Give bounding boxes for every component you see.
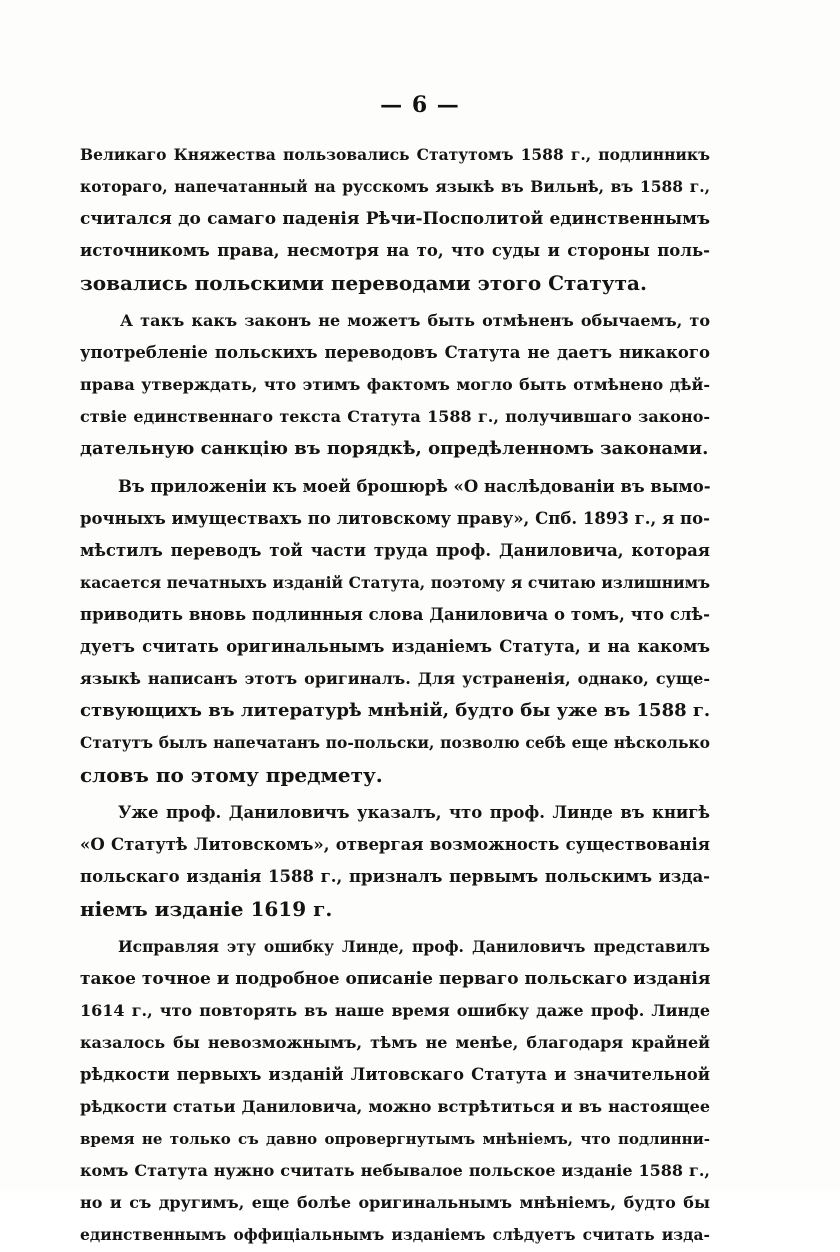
text-line: комъ Статута нужно считать небывалое польское изданіе 1588 г., xyxy=(80,1161,710,1180)
text-line: права утверждать, что этимъ фактомъ могло быть отмѣнено дѣй- xyxy=(80,375,710,394)
text-line: употребленіе польскихъ переводовъ Статута не даетъ никакого xyxy=(80,343,710,362)
text-line: ствующихъ въ литературѣ мнѣній, будто бы уже въ 1588 г. xyxy=(80,700,711,721)
text-line: Въ приложеніи къ моей брошюрѣ «О наслѣдованіи въ вымо- xyxy=(118,477,711,496)
text-line: рѣдкости первыхъ изданій Литовскаго Статута и значительной xyxy=(80,1065,710,1084)
text-line: словъ по этому предмету. xyxy=(80,763,383,787)
text-line: Исправляя эту ошибку Линде, проф. Даниловичъ представилъ xyxy=(118,937,710,956)
text-line: касается печатныхъ изданій Статута, поэтому я считаю излишнимъ xyxy=(80,573,710,592)
text-line: мѣстилъ переводъ той части труда проф. Даниловича, которая xyxy=(80,541,710,560)
text-line: рѣдкости статьи Даниловича, можно встрѣтиться и въ настоящее xyxy=(80,1097,710,1116)
text-line: Статутъ былъ напечатанъ по-польски, позволю себѣ еще нѣсколько xyxy=(80,733,710,752)
text-line: ніемъ изданіе 1619 г. xyxy=(80,897,333,921)
text-line: единственнымъ оффиціальнымъ изданіемъ слѣдуетъ считать изда- xyxy=(80,1225,710,1244)
text-line: дуетъ считать оригинальнымъ изданіемъ Статута, и на какомъ xyxy=(80,637,710,656)
text-line: котораго, напечатанный на русскомъ языкѣ въ Вильнѣ, въ 1588 г., xyxy=(80,177,710,196)
text-line: Великаго Княжества пользовались Статутомъ 1588 г., подлинникъ xyxy=(80,145,710,164)
text-line: языкѣ написанъ этотъ оригиналъ. Для устраненія, однако, суще- xyxy=(80,669,710,688)
text-line: А такъ какъ законъ не можетъ быть отмѣненъ обычаемъ, то xyxy=(120,311,710,330)
text-line: казалось бы невозможнымъ, тѣмъ не менѣе, благодаря крайней xyxy=(80,1033,710,1052)
text-line: такое точное и подробное описаніе перваго польскаго изданія xyxy=(80,969,711,989)
text-line: время не только съ давно опровергнутымъ мнѣніемъ, что подлинни- xyxy=(80,1130,710,1148)
text-line: но и съ другимъ, еще болѣе оригинальнымъ мнѣніемъ, будто бы xyxy=(80,1193,710,1212)
text-line: приводить вновь подлинныя слова Даниловича о томъ, что слѣ- xyxy=(80,605,710,624)
text-line: рочныхъ имуществахъ по литовскому праву», Спб. 1893 г., я по- xyxy=(80,509,710,528)
text-line: 1614 г., что повторять въ наше время ошибку даже проф. Линде xyxy=(80,1001,710,1020)
text-line: зовались польскими переводами этого Статута. xyxy=(80,271,647,295)
text-line: Уже проф. Даниловичъ указалъ, что проф. Линде въ книгѣ xyxy=(118,803,710,822)
text-line: польскаго изданія 1588 г., призналъ первымъ польскимъ изда- xyxy=(80,867,710,886)
page-number: — 6 — xyxy=(380,92,460,118)
text-line: «О Статутѣ Литовскомъ», отвергая возможность существованія xyxy=(80,835,710,854)
text-line: считался до самаго паденія Рѣчи-Посполитой единственнымъ xyxy=(80,209,710,229)
text-line: ствіе единственнаго текста Статута 1588 г., получившаго законо- xyxy=(80,407,710,426)
text-line: дательную санкцію въ порядкѣ, опредѣленномъ законами. xyxy=(80,438,709,459)
text-line: источникомъ права, несмотря на то, что суды и стороны поль- xyxy=(80,241,710,260)
